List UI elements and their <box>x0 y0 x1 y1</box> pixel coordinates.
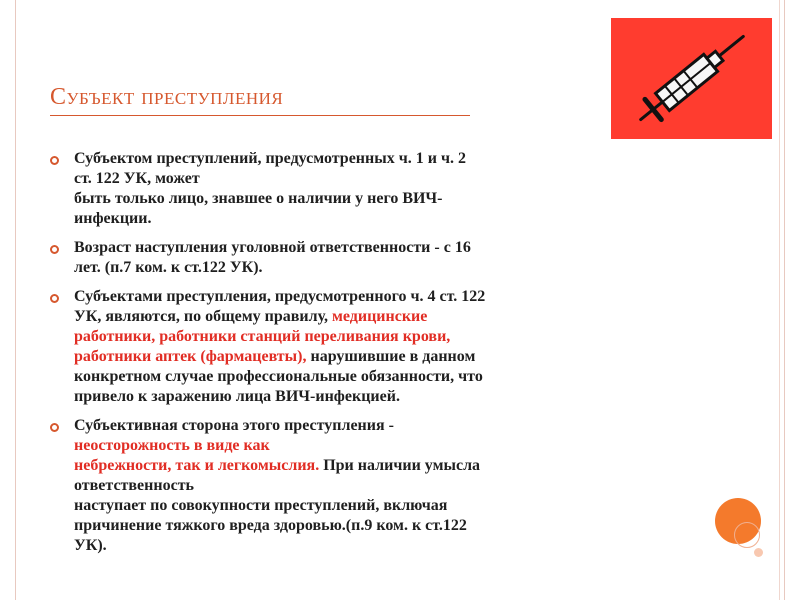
bullet-marker <box>50 423 59 432</box>
bullet-3-line-6: привело к заражению лица ВИЧ-инфекцией. <box>74 388 400 405</box>
syringe-icon <box>611 18 772 139</box>
bullet-3-line-2 <box>74 307 680 327</box>
bullet-item-age <box>50 238 680 278</box>
bullet-marker <box>50 294 59 303</box>
bullet-2-line-2: лет. (п.7 ком. к ст.122 УК). <box>74 259 263 276</box>
bullet-item-subjective-side <box>50 416 680 556</box>
bullet-1-line-1: Субъектом преступлений, предусмотренных ч. 1 и ч. 2 <box>74 150 466 167</box>
title-underline <box>50 115 470 116</box>
bullet-item-medical-workers <box>50 287 680 407</box>
bullet-3-line-4 <box>74 347 680 367</box>
bullet-3-line-1: Субъектами преступления, предусмотренного ч. 4 ст. 122 <box>74 288 486 305</box>
bullet-4-line-4: ответственность <box>74 477 195 494</box>
bullet-4-line-6: причинение тяжкого вреда здоровью.(п.9 ком. к ст.122 <box>74 517 467 534</box>
bullet-4-line-1: Субъективная сторона этого преступления - <box>74 417 394 434</box>
bullet-3-line-5: конкретном случае профессиональные обязанности, что <box>74 368 483 385</box>
bullet-1-line-4: инфекции. <box>74 210 152 227</box>
bullet-4-line-3 <box>74 456 680 476</box>
bullet-2-line-1: Возраст наступления уголовной ответственности - с 16 <box>74 239 471 256</box>
bullet-list <box>50 149 680 556</box>
negligence-highlight-2: небрежности, так и легкомыслия. <box>74 457 320 474</box>
bullet-1-line-2: ст. 122 УК, может <box>74 170 200 187</box>
decorative-circle-outline <box>734 522 760 548</box>
bullet-item-offender <box>50 149 680 229</box>
decorative-circle-small <box>754 548 763 557</box>
bullet-3-line-2-text: УК, являются, по общему правилу, <box>74 308 332 325</box>
bullet-marker <box>50 156 59 165</box>
medical-highlight-3: работники аптек (фармацевты), <box>74 348 307 365</box>
medical-highlight-1: медицинские <box>331 308 428 325</box>
bullet-marker <box>50 245 59 254</box>
bullet-1-line-3: быть только лицо, знавшее о наличии у него ВИЧ- <box>74 190 443 207</box>
bullet-3-line-4-text: нарушившие в данном <box>306 348 476 365</box>
bullet-4-line-3-text: При наличии умысла <box>319 457 481 474</box>
right-frame-line <box>779 0 780 600</box>
negligence-highlight-1: неосторожность в виде как <box>74 437 270 454</box>
medical-highlight-2: работники, работники станций переливания крови, <box>74 328 451 345</box>
bullet-4-line-7: УК). <box>74 537 107 554</box>
bullet-4-line-5: наступает по совокупности преступлений, включая <box>74 497 448 514</box>
page-title: Субъект преступления <box>50 84 284 110</box>
